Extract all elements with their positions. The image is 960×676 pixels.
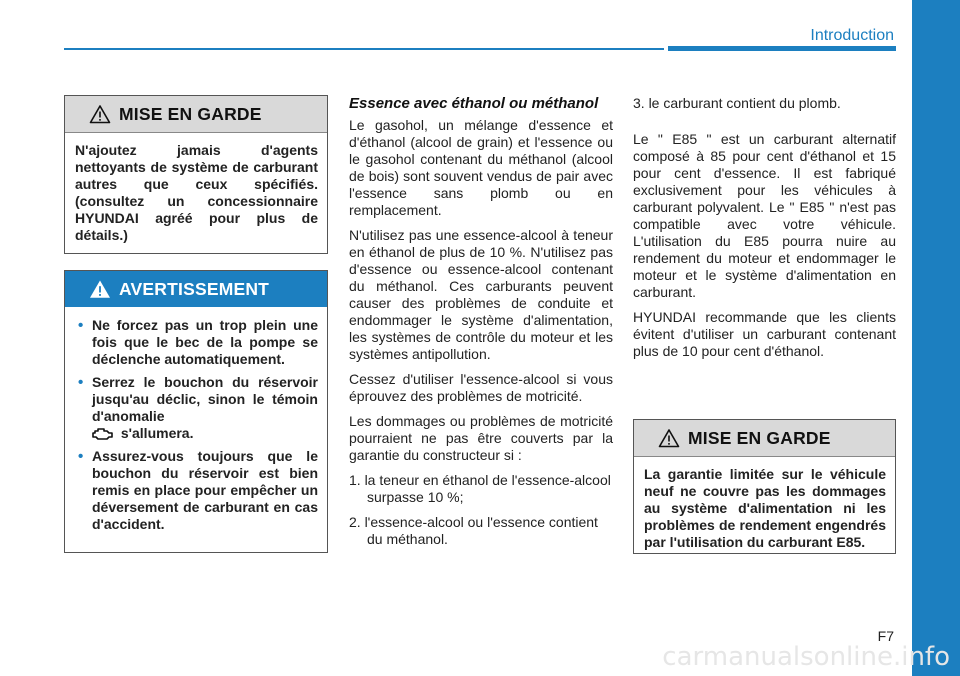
header-rule	[64, 48, 664, 50]
right-column	[633, 95, 896, 368]
paragraph: Cessez d'utiliser l'essence-alcool si vous éprouvez des problèmes de motricité.	[349, 371, 613, 404]
warning-item-text: Serrez le bouchon du réservoir jusqu'au déclic, sinon le témoin d'anomalie	[92, 374, 318, 424]
warning-box	[64, 270, 328, 553]
warning-box-header	[65, 271, 327, 307]
paragraph: N'utilisez pas une essence-alcool à teneur en éthanol de plus de 10 %. N'utilisez pas d'essence ou essence-alcool contenant du méthanol. Ces carburants peuvent causer des problèmes de conduite et endommager le système d'alimentation, les systèmes de contrôle du moteur et les systèmes antipollution.	[349, 227, 613, 362]
warning-item	[75, 374, 318, 442]
caution-box-title: MISE EN GARDE	[688, 427, 831, 448]
engine-check-icon	[92, 427, 114, 441]
header-rule-accent	[668, 46, 896, 51]
caution-box-text: La garantie limitée sur le véhicule neuf ne couvre pas les dommages au système d'alimentation ni les problèmes de rendement engendrés par l'utilisation du carburant E85.	[644, 466, 886, 550]
list-item: 3. le carburant contient du plomb.	[633, 95, 841, 111]
page-number: F7	[877, 628, 894, 644]
paragraph: Le gasohol, un mélange d'essence et d'éthanol (alcool de grain) et l'essence ou le gasohol contenant du méthanol (alcool de bois) sont souvent vendus de pair avec l'essence sans plomb ou en remplacement.	[349, 117, 613, 218]
paragraph: Le " E85 " est un carburant alternatif composé à 85 pour cent d'éthanol et 15 pour cent d'essence. Il est fabriqué exclusivement pour les véhicules à carburant polyvalent. Le " E85 " n'est pas compatible avec votre véhicule. L'utilisation du E85 pourra nuire au rendement du moteur et endommager le moteur et le système d'alimentation en carburant.	[633, 131, 896, 300]
warning-item-suffix: s'allumera.	[120, 425, 194, 441]
paragraph: Les dommages ou problèmes de motricité pourraient ne pas être couverts par la garantie du constructeur si :	[349, 413, 613, 463]
warning-list	[75, 317, 318, 533]
list-item: 2. l'essence-alcool ou l'essence contient du méthanol.	[349, 514, 598, 547]
condition-list	[349, 472, 613, 548]
warning-item: • Assurez-vous toujours que le bouchon du réservoir est bien remis en place pour empêcher un déversement de carburant en cas d'accident.	[75, 448, 318, 533]
warning-triangle-icon	[658, 428, 680, 448]
warning-triangle-icon	[89, 104, 111, 124]
warning-box-title: AVERTISSEMENT	[119, 278, 270, 299]
paragraph: HYUNDAI recommande que les clients évitent d'utiliser un carburant contenant plus de 10 pour cent d'éthanol.	[633, 309, 896, 359]
caution-box-header	[65, 96, 327, 133]
middle-column	[349, 95, 613, 556]
caution-box	[64, 95, 328, 254]
list-item: 1. la teneur en éthanol de l'essence-alcool surpasse 10 %;	[349, 472, 611, 505]
caution-box	[633, 419, 896, 554]
section-heading: Essence avec éthanol ou méthanol	[349, 95, 599, 112]
warning-triangle-icon	[89, 279, 111, 299]
warning-item: • Ne forcez pas un trop plein une fois que le bec de la pompe se déclenche automatiquement.	[75, 317, 318, 368]
section-side-tab	[912, 0, 960, 676]
caution-box-title: MISE EN GARDE	[119, 103, 262, 124]
section-title: Introduction	[810, 27, 894, 44]
caution-box-text: N'ajoutez jamais d'agents nettoyants de système de carburant autres que ceux spécifiés. (consultez un concessionnaire HYUNDAI agréé pour plus de détails.)	[75, 142, 318, 243]
watermark: carmanualsonline.info	[662, 642, 950, 672]
caution-box-header	[634, 420, 895, 457]
